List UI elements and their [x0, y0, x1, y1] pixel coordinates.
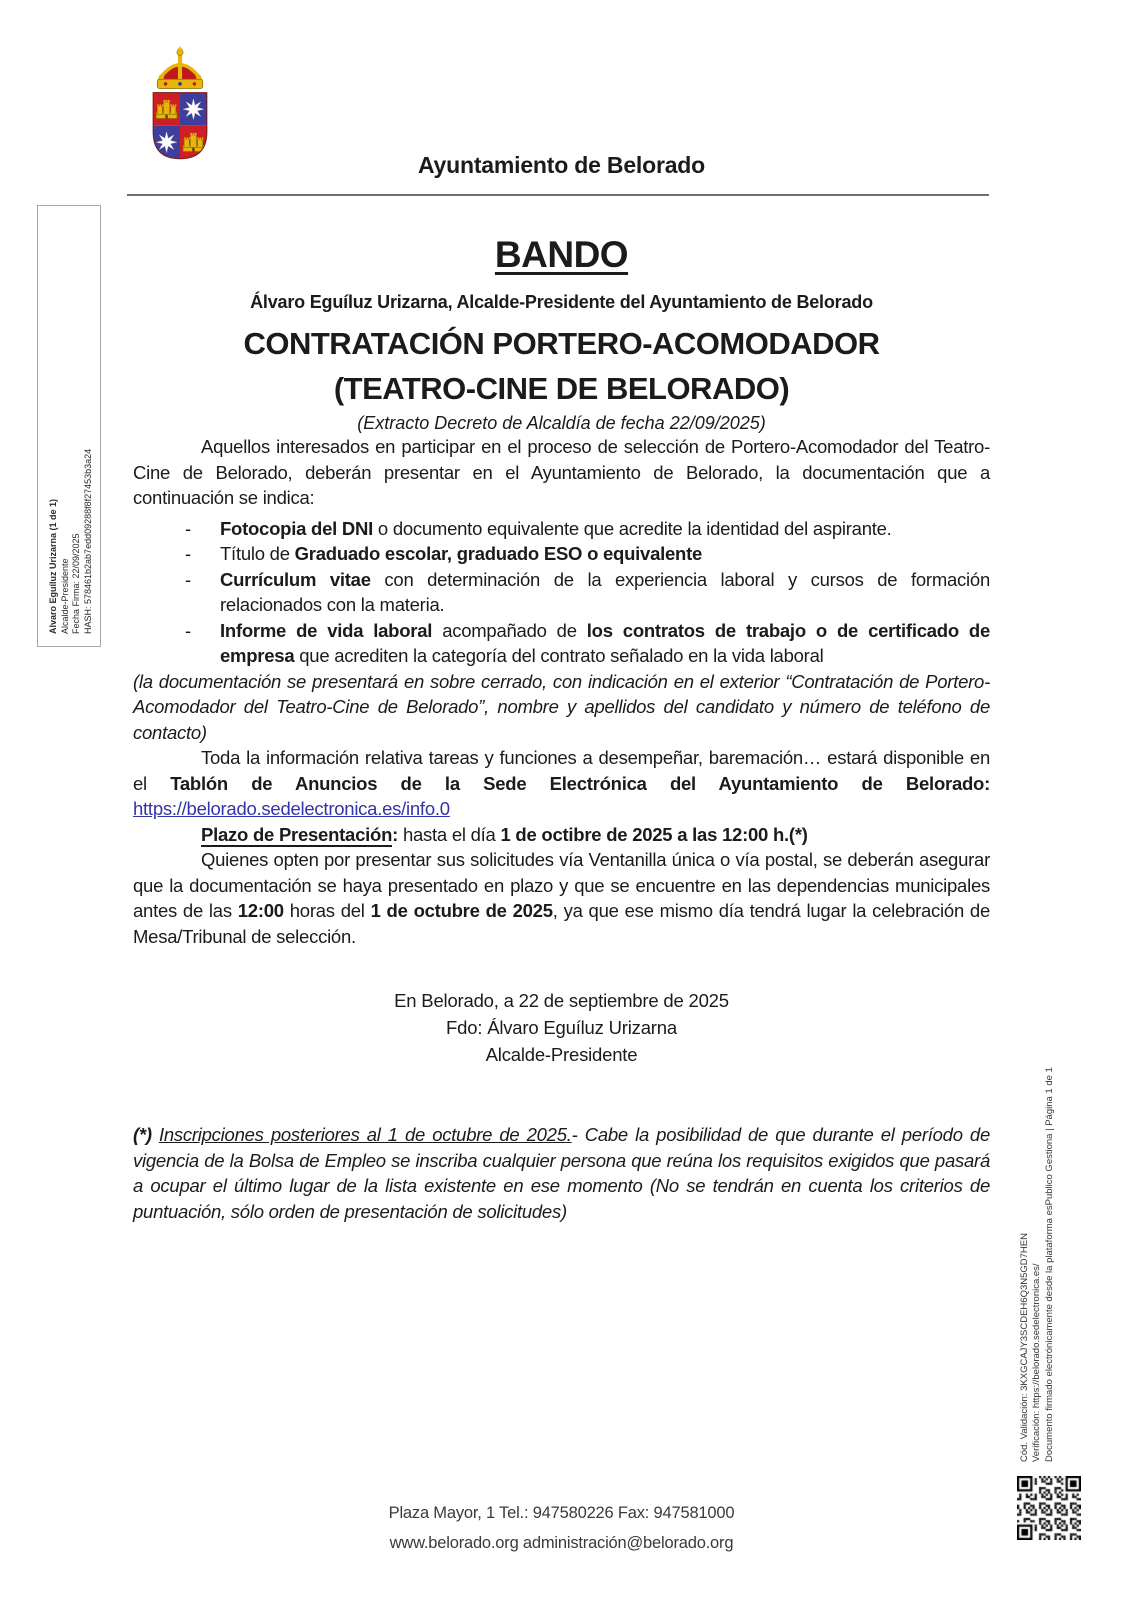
doc-heading: BANDO: [494, 234, 629, 275]
shield: [153, 93, 207, 159]
belorado-coat-of-arms-icon: [148, 46, 212, 162]
intro-paragraph: Aquellos interesados en participar en el proceso de selección de Portero-Acomodador del Teatro-Cine de Belorado, deberán presentar en el Ayuntamiento de Belorado, la documentación que a continuación se indica:: [133, 436, 990, 508]
doc-title-line1: CONTRATACIÓN PORTERO-ACOMODADOR: [243, 326, 880, 361]
signature-role: Alcalde-Presidente: [485, 1044, 638, 1065]
signed-document-text: Documento firmado electrónicamente desde la plataforma esPublico Gestiona | Página 1 de 1: [1044, 1067, 1055, 1462]
dash-bullet: -: [185, 543, 191, 564]
validation-code-text: Cód. Validación: 3KXGCAJY3SCDEH6Q3N5GD7HEN: [1019, 1233, 1030, 1462]
dash-bullet: -: [185, 568, 191, 590]
envelope-note: (la documentación se presentará en sobre cerrado, con indicación en el exterior “Contratación de Portero-Acomodador del Teatro-Cine de Belorado”, nombre y apellidos del candidato y número de teléfono de contacto): [133, 670, 990, 743]
info-paragraph: Toda la información relativa tareas y funciones a desempeñar, baremación… estará disponible en el Tablón de Anuncios de la Sede Electrónica del Ayuntamiento de Belorado: https://belorado.sedelectronica.es/info.0: [133, 747, 990, 819]
deadline-line: Plazo de Presentación: hasta el día 1 de octibre de 2025 a las 12:00 h.(*): [201, 823, 808, 845]
extract-line: (Extracto Decreto de Alcaldía de fecha 22/09/2025): [357, 413, 766, 433]
requirements-list: [133, 516, 990, 669]
stamp-date: Fecha Firma: 22/09/2025: [71, 533, 81, 634]
signature-stamp-text: [48, 216, 94, 634]
stamp-signer: Alvaro Eguíluz Urizarna (1 de 1): [48, 498, 58, 634]
signature-stamp-box: [37, 205, 101, 647]
crown: [157, 47, 202, 89]
footer-web-line: www.belorado.org administración@belorado.org: [389, 1534, 734, 1552]
dash-bullet: -: [185, 517, 191, 539]
page-footer: [133, 1498, 990, 1558]
list-item: - Fotocopia del DNI o documento equivalente que acredite la identidad del aspirante.: [133, 516, 990, 542]
postal-paragraph: Quienes opten por presentar sus solicitudes vía Ventanilla única o vía postal, se deberán asegurar que la documentación se haya presentado en plazo y que se encuentre en las dependencias municipales antes de las 12:00 horas del 1 de octubre de 2025, ya que ese mismo día tendrá lugar la celebración de Mesa/Tribunal de selección.: [133, 849, 991, 947]
list-item: - Título de Graduado escolar, graduado ESO o equivalente: [133, 541, 990, 567]
signature-block: [133, 987, 990, 1068]
signature-signed-by: Fdo: Álvaro Eguíluz Urizarna: [446, 1017, 677, 1038]
verification-url-text: Verificación: https://belorado.sedelectronica.es/: [1031, 1263, 1042, 1462]
qr-code: [1017, 1476, 1081, 1540]
list-item: - Currículum vitae con determinación de la experiencia laboral y cursos de formación relacionados con la materia.: [185, 568, 990, 615]
author-line: Álvaro Eguíluz Urizarna, Alcalde-Presidente del Ayuntamiento de Belorado: [250, 292, 873, 312]
footer-address-line: Plaza Mayor, 1 Tel.: 947580226 Fax: 947581000: [388, 1504, 735, 1522]
signature-place-date: En Belorado, a 22 de septiembre de 2025: [394, 990, 729, 1011]
stamp-role: Alcalde-Presidente: [59, 558, 70, 634]
stamp-hash: HASH: 578461b2ab7edd09288f8f27453b3a24: [82, 448, 93, 634]
document-body: [133, 234, 990, 1243]
page-title: Ayuntamiento de Belorado: [418, 152, 705, 178]
header-divider: [127, 194, 989, 196]
list-item: - Informe de vida laboral acompañado de los contratos de trabajo o de certificado de empresa que acrediten la categoría del contrato señalado en la vida laboral: [185, 619, 990, 666]
sede-electronica-link[interactable]: https://belorado.sedelectronica.es/info.0: [133, 798, 450, 819]
doc-title-line2: (TEATRO-CINE DE BELORADO): [333, 371, 790, 406]
footnote-paragraph: (*) Inscripciones posteriores al 1 de octubre de 2025.- Cabe la posibilidad de que durante el período de vigencia de la Bolsa de Empleo se inscriba cualquier persona que reúna los requisitos exigidos que pasará a ocupar el último lugar de la lista existente en ese momento (No se tendrán en cuenta los criterios de puntuación, sólo orden de presentación de solicitudes): [133, 1124, 990, 1222]
dash-bullet: -: [185, 619, 191, 641]
